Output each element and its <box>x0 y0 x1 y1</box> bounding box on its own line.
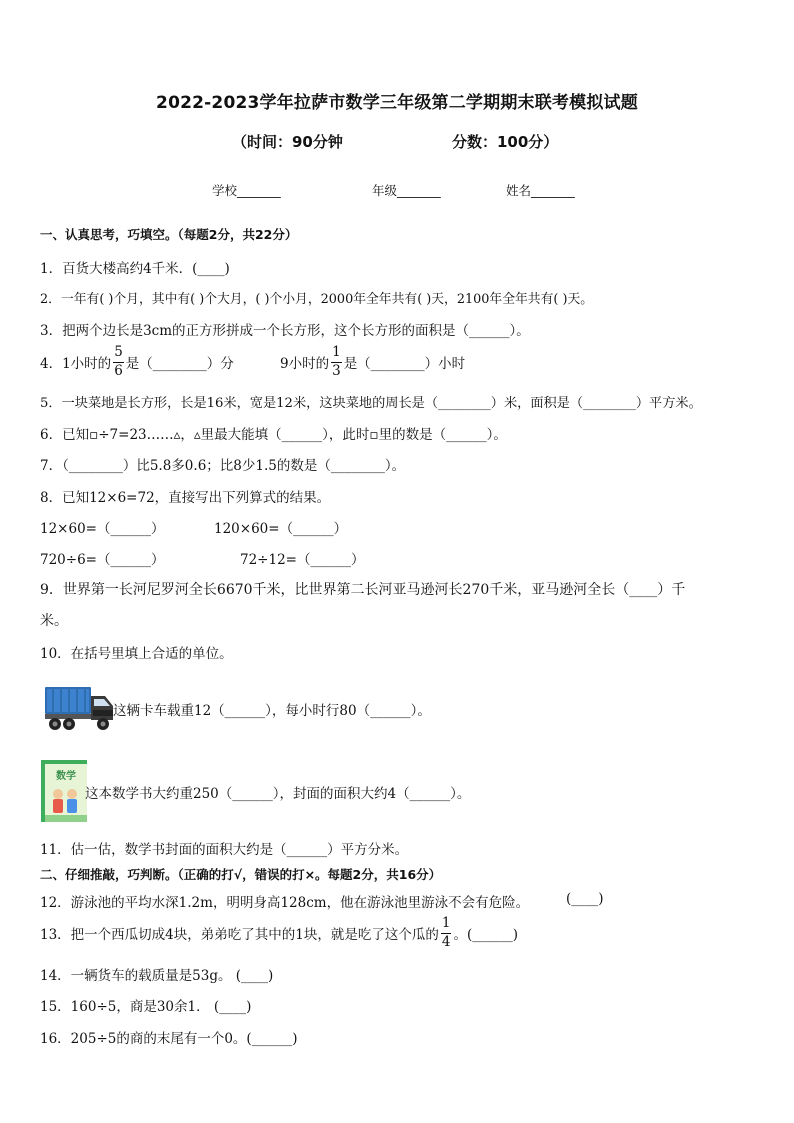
section-2-heading: 二、仔细推敲，巧判断。（正确的打√，错误的打×。每题2分，共16分） <box>40 867 442 882</box>
question-3: 3．把两个边长是3cm的正方形拼成一个长方形，这个长方形的面积是（______）。 <box>40 323 530 339</box>
math-book-image <box>41 760 87 822</box>
fraction-one-third: $\frac{1}{3}$ <box>332 344 341 379</box>
q4a-suffix: 是（________）分 <box>125 356 234 372</box>
question-4b <box>280 346 465 378</box>
book-cover-title: 数学 <box>56 771 76 782</box>
grade-field: 年级_______ <box>372 183 441 198</box>
question-4 <box>40 346 234 378</box>
question-8b: 120×60=（______） <box>214 521 348 537</box>
section-1-heading: 一、认真思考，巧填空。（每题2分，共22分） <box>40 227 298 242</box>
q13-suffix: 。(______) <box>453 927 518 943</box>
school-field: 学校_______ <box>212 183 281 198</box>
question-14: 14．一辆货车的载质量是53g。 (____) <box>40 968 274 984</box>
q4b-prefix: 9小时的 <box>280 356 330 372</box>
fraction-five-sixths: $\frac{5}{6}$ <box>114 344 123 379</box>
question-11: 11．估一估，数学书封面的面积大约是（______）平方分米。 <box>40 842 409 858</box>
question-12: 12．游泳池的平均水深1.2m，明明身高128cm，他在游泳池里游泳不会有危险。 <box>40 895 530 911</box>
q13-prefix: 13．把一个西瓜切成4块，弟弟吃了其中的1块，就是吃了这个瓜的 <box>40 927 439 943</box>
question-8a: 12×60=（______） <box>40 521 165 537</box>
q4a-prefix: 4．1小时的 <box>40 356 112 372</box>
question-1: 1．百货大楼高约4千米．(____) <box>40 261 230 277</box>
truck-image <box>43 684 115 732</box>
question-12-blank: (____) <box>566 891 604 907</box>
question-13 <box>40 917 518 949</box>
name-field: 姓名_______ <box>506 183 575 198</box>
question-9-line2: 米。 <box>40 613 68 629</box>
question-5: 5．一块菜地是长方形，长是16米，宽是12米，这块菜地的周长是（________）米，面积是（________）平方米。 <box>40 396 702 411</box>
question-7: 7．（________）比5.8多0.6；比8少1.5的数是（________）。 <box>40 458 406 474</box>
question-10-truck: 这辆卡车载重12（______），每小时行80（______）。 <box>113 703 431 719</box>
question-10: 10．在括号里填上合适的单位。 <box>40 646 233 662</box>
page-title: 2022-2023学年拉萨市数学三年级第二学期期末联考模拟试题 <box>156 93 638 113</box>
question-9-line1: 9．世界第一长河尼罗河全长6670千米，比世界第二长河亚马逊河长270千米，亚马逊河全长（____）千 <box>40 582 686 598</box>
fraction-one-quarter: $\frac{1}{4}$ <box>441 915 451 950</box>
question-8c: 720÷6=（______） <box>40 552 165 568</box>
q4b-suffix: 是（________）小时 <box>343 356 466 372</box>
score-label: 分数：100分） <box>452 133 559 151</box>
question-15: 15．160÷5，商是30余1． (____) <box>40 999 252 1015</box>
question-6: 6．已知▫÷7=23……▵，▵里最大能填（______），此时▫里的数是（______）。 <box>40 427 507 443</box>
time-label: （时间：90分钟 <box>232 133 343 151</box>
question-16: 16．205÷5的商的末尾有一个0。(______) <box>40 1031 298 1047</box>
question-10-book: 这本数学书大约重250（______），封面的面积大约4（______）。 <box>85 786 471 802</box>
question-2: 2．一年有( )个月，其中有( )个大月，( )个小月，2000年全年共有( )天，2100年全年共有( )天。 <box>40 292 594 307</box>
question-8: 8．已知12×6=72，直接写出下列算式的结果。 <box>40 490 331 506</box>
question-8d: 72÷12=（______） <box>240 552 365 568</box>
